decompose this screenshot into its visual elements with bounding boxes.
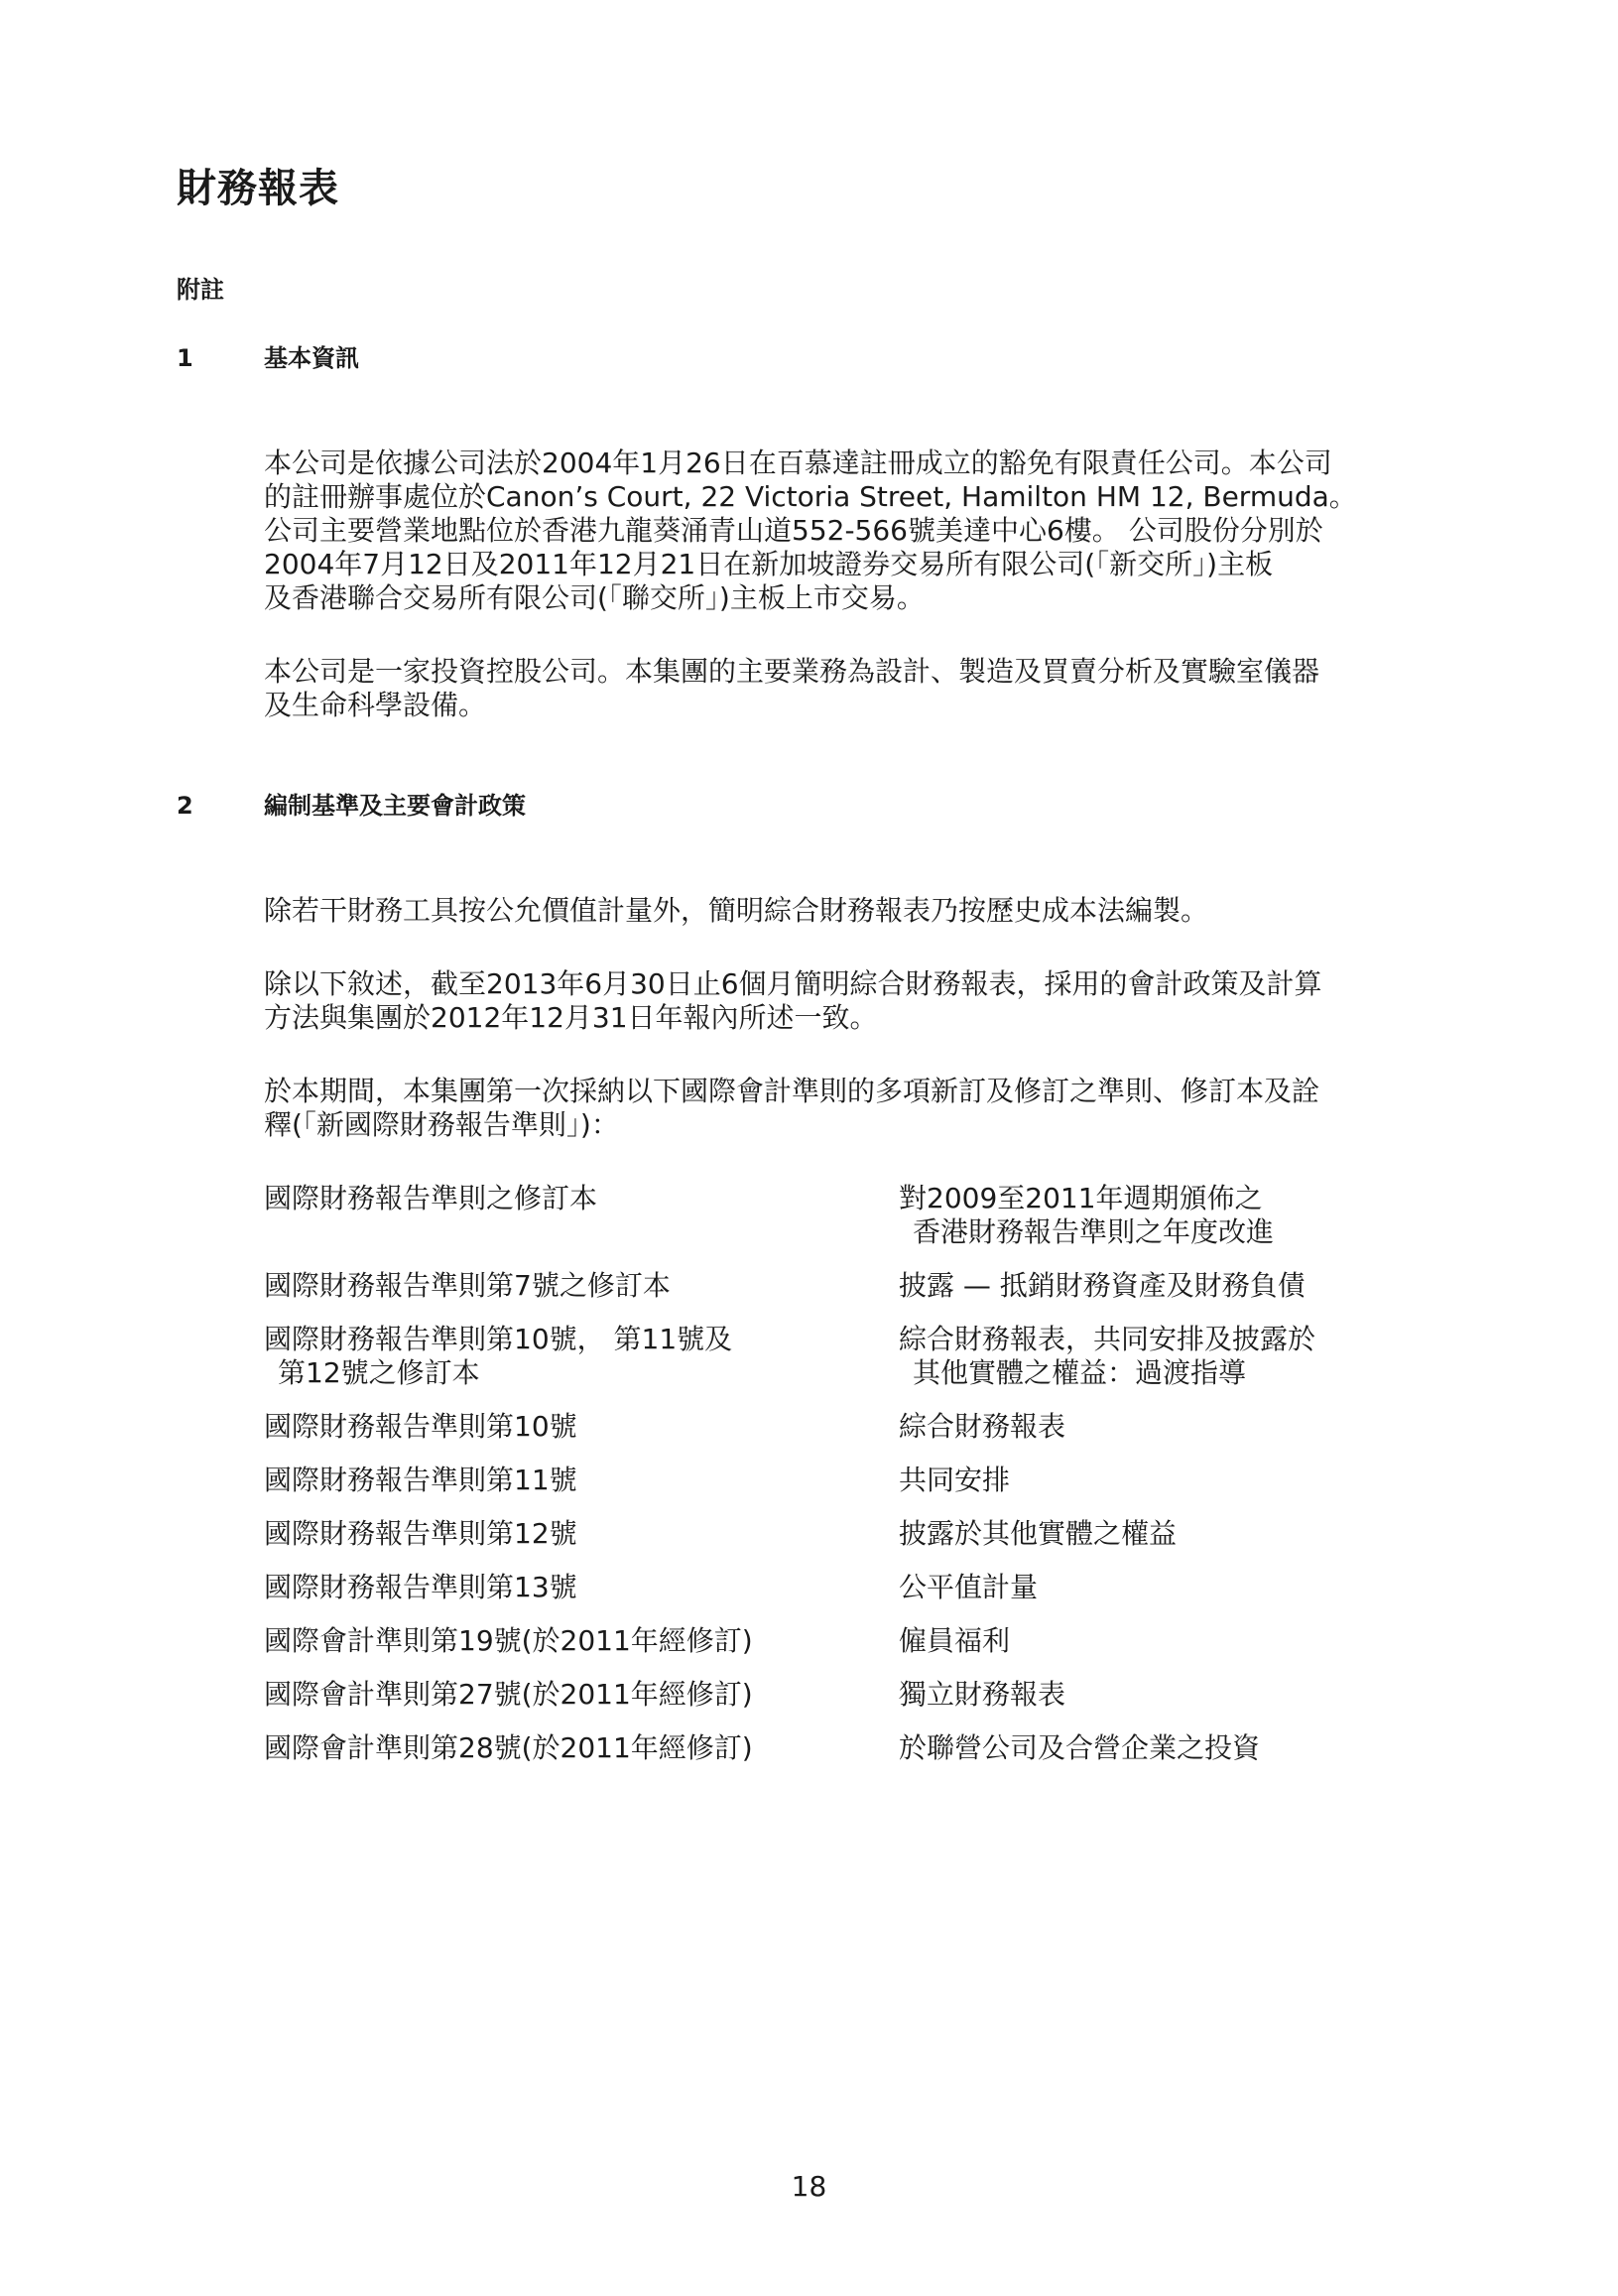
principal-activities-paragraph xyxy=(264,655,1454,722)
paragraph-line: 2004年7月12日及2011年12月21日在新加坡證券交易所有限公司(「新交所」)主板 xyxy=(264,548,1274,580)
standards-table xyxy=(264,1182,1454,1765)
standard-name xyxy=(264,1731,899,1765)
standard-name-line: 國際會計準則第19號(於2011年經修訂) xyxy=(264,1624,753,1657)
standard-name xyxy=(264,1410,899,1444)
standard-name xyxy=(264,1464,899,1497)
paragraph-line: 於本期間，本集團第一次採納以下國際會計準則的多項新訂及修訂之準則、修訂本及詮 xyxy=(264,1075,1320,1107)
standards-row xyxy=(264,1624,1454,1658)
paragraph-line: 及香港聯合交易所有限公司(「聯交所」)主板上市交易。 xyxy=(264,581,925,614)
section-title: 基本資訊 xyxy=(264,344,359,372)
standard-name-line: 國際財務報告準則第10號 xyxy=(264,1410,577,1443)
standards-row xyxy=(264,1269,1454,1303)
standard-name-line: 國際會計準則第28號(於2011年經修訂) xyxy=(264,1731,753,1764)
standard-description xyxy=(899,1464,1454,1497)
standard-name xyxy=(264,1323,899,1390)
paragraph-line: 的註冊辦事處位於Canon’s Court, 22 Victoria Street, Hamilton HM 12, Bermuda。 xyxy=(264,480,1357,513)
standard-description xyxy=(899,1517,1454,1551)
standard-description-line: 綜合財務報表，共同安排及披露於 xyxy=(899,1323,1316,1355)
standard-description xyxy=(899,1323,1454,1390)
standard-name xyxy=(264,1571,899,1604)
standards-row xyxy=(264,1678,1454,1712)
company-background-paragraph xyxy=(264,446,1454,615)
standard-description-line: 獨立財務報表 xyxy=(899,1678,1066,1711)
standard-name xyxy=(264,1517,899,1551)
standard-description-line: 共同安排 xyxy=(899,1464,1011,1496)
standard-description-line: 香港財務報告準則之年度改進 xyxy=(913,1215,1275,1248)
standard-description-line: 披露 — 抵銷財務資產及財務負債 xyxy=(899,1269,1306,1302)
page-title: 財務報表 xyxy=(177,166,339,211)
section-heading xyxy=(177,789,1466,823)
standard-name-line: 第12號之修訂本 xyxy=(278,1356,480,1389)
new-standards-paragraph xyxy=(264,1075,1454,1142)
standard-description xyxy=(899,1731,1454,1765)
standard-description-line: 其他實體之權益：過渡指導 xyxy=(913,1356,1247,1389)
section-basis-of-preparation xyxy=(177,789,1466,1765)
standard-description xyxy=(899,1410,1454,1444)
paragraph-line: 釋(「新國際財務報告準則」)： xyxy=(264,1108,619,1141)
notes-label: 附註 xyxy=(177,276,224,304)
standards-row xyxy=(264,1464,1454,1497)
paragraph-line: 本公司是一家投資控股公司。本集團的主要業務為設計、製造及買賣分析及實驗室儀器 xyxy=(264,655,1320,688)
standard-description-line: 對2009至2011年週期頒佈之 xyxy=(899,1182,1263,1214)
page-number: 18 xyxy=(791,2170,827,2203)
paragraph-line: 除若干財務工具按公允價值計量外，簡明綜合財務報表乃按歷史成本法編製。 xyxy=(264,894,1209,927)
standard-name-line: 國際財務報告準則之修訂本 xyxy=(264,1182,598,1214)
standard-name-line: 國際財務報告準則第7號之修訂本 xyxy=(264,1269,671,1302)
standard-description-line: 僱員福利 xyxy=(899,1624,1011,1657)
paragraph-line: 方法與集團於2012年12月31日年報內所述一致。 xyxy=(264,1001,878,1034)
standard-description xyxy=(899,1269,1454,1303)
standard-description-line: 於聯營公司及合營企業之投資 xyxy=(899,1731,1261,1764)
section-number: 2 xyxy=(177,792,193,820)
standard-name xyxy=(264,1624,899,1658)
standard-description-line: 綜合財務報表 xyxy=(899,1410,1066,1443)
standard-name xyxy=(264,1269,899,1303)
accounting-policies-paragraph xyxy=(264,967,1454,1035)
standard-name-line: 國際財務報告準則第13號 xyxy=(264,1571,577,1603)
paragraph-line: 除以下敘述，截至2013年6月30日止6個月簡明綜合財務報表，採用的會計政策及計算 xyxy=(264,967,1322,1000)
standard-name-line: 國際財務報告準則第10號， 第11號及 xyxy=(264,1323,733,1355)
paragraph-line: 本公司是依據公司法於2004年1月26日在百慕達註冊成立的豁免有限責任公司。本公司 xyxy=(264,446,1332,479)
standard-description xyxy=(899,1182,1454,1249)
measurement-basis-paragraph xyxy=(264,894,1454,928)
standard-description xyxy=(899,1571,1454,1604)
standards-row xyxy=(264,1182,1454,1249)
standards-row xyxy=(264,1571,1454,1604)
section-number: 1 xyxy=(177,344,193,372)
standard-description xyxy=(899,1624,1454,1658)
section-basic-info xyxy=(177,341,1466,722)
standard-name xyxy=(264,1182,899,1249)
standard-description xyxy=(899,1678,1454,1712)
standard-description-line: 披露於其他實體之權益 xyxy=(899,1517,1178,1550)
standards-row xyxy=(264,1517,1454,1551)
section-heading xyxy=(177,341,1466,375)
standard-name-line: 國際財務報告準則第12號 xyxy=(264,1517,577,1550)
standards-row xyxy=(264,1323,1454,1390)
paragraph-line: 及生命科學設備。 xyxy=(264,689,487,721)
standards-row xyxy=(264,1410,1454,1444)
standards-row xyxy=(264,1731,1454,1765)
standard-name xyxy=(264,1678,899,1712)
section-title: 編制基準及主要會計政策 xyxy=(264,792,526,820)
standard-name-line: 國際財務報告準則第11號 xyxy=(264,1464,577,1496)
standard-name-line: 國際會計準則第27號(於2011年經修訂) xyxy=(264,1678,753,1711)
standard-description-line: 公平值計量 xyxy=(899,1571,1039,1603)
paragraph-line: 公司主要營業地點位於香港九龍葵涌青山道552-566號美達中心6樓。 公司股份分別於 xyxy=(264,514,1323,547)
